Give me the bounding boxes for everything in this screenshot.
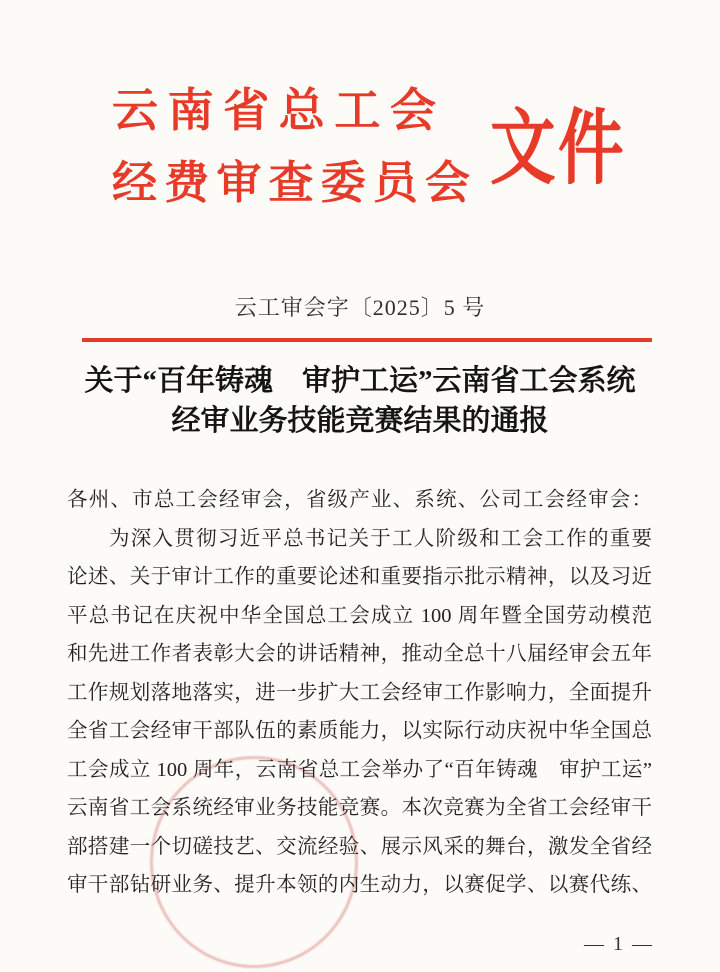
document-title (40, 361, 680, 441)
document-title-line-2: 经审业务技能竞赛结果的通报 (171, 405, 549, 437)
body-line: 部搭建一个切磋技艺、交流经验、展示风采的舞台，激发全省经 (67, 835, 652, 858)
letterhead (112, 74, 470, 220)
doc-type-label: 文件 (490, 103, 627, 194)
body-line: 审干部钻研业务、提升本领的内生动力，以赛促学、以赛代练、 (67, 874, 652, 896)
body-line: 论述、关于审计工作的重要论述和重要指示批示精神，以及习近 (67, 566, 652, 588)
body-line: 云南省工会系统经审业务技能竞赛。本次竞赛为全省工会经审干 (67, 797, 652, 819)
body-line: 为深入贯彻习近平总书记关于工人阶级和工会工作的重要 (109, 527, 652, 550)
body-line: 平总书记在庆祝中华全国总工会成立 100 周年暨全国劳动模范 (67, 604, 652, 627)
body-line: 全省工会经审干部队伍的素质能力，以实际行动庆祝中华全国总 (67, 720, 652, 742)
salutation-line: 各州、市总工会经审会，省级产业、系统、公司工会经审会： (67, 489, 652, 511)
org-name-line-2: 经费审查委员会 (112, 158, 470, 208)
document-title-line-1: 关于“百年铸魂 审护工运”云南省工会系统 (84, 365, 636, 397)
red-divider-line (82, 338, 652, 342)
body-text (67, 481, 652, 905)
doc-reference-number: 云工审会字〔2025〕5 号 (234, 295, 486, 320)
body-line: 和先进工作者表彰大会的讲话精神，推动全总十八届经审会五年 (67, 643, 652, 665)
body-line: 工作规划落地落实，进一步扩大工会经审工作影响力，全面提升 (67, 681, 652, 704)
page-number: — 1 — (584, 933, 654, 955)
body-line: 工会成立 100 周年，云南省总工会举办了“百年铸魂 审护工运” (67, 758, 652, 781)
org-name-line-1: 云南省总工会 (112, 85, 436, 136)
